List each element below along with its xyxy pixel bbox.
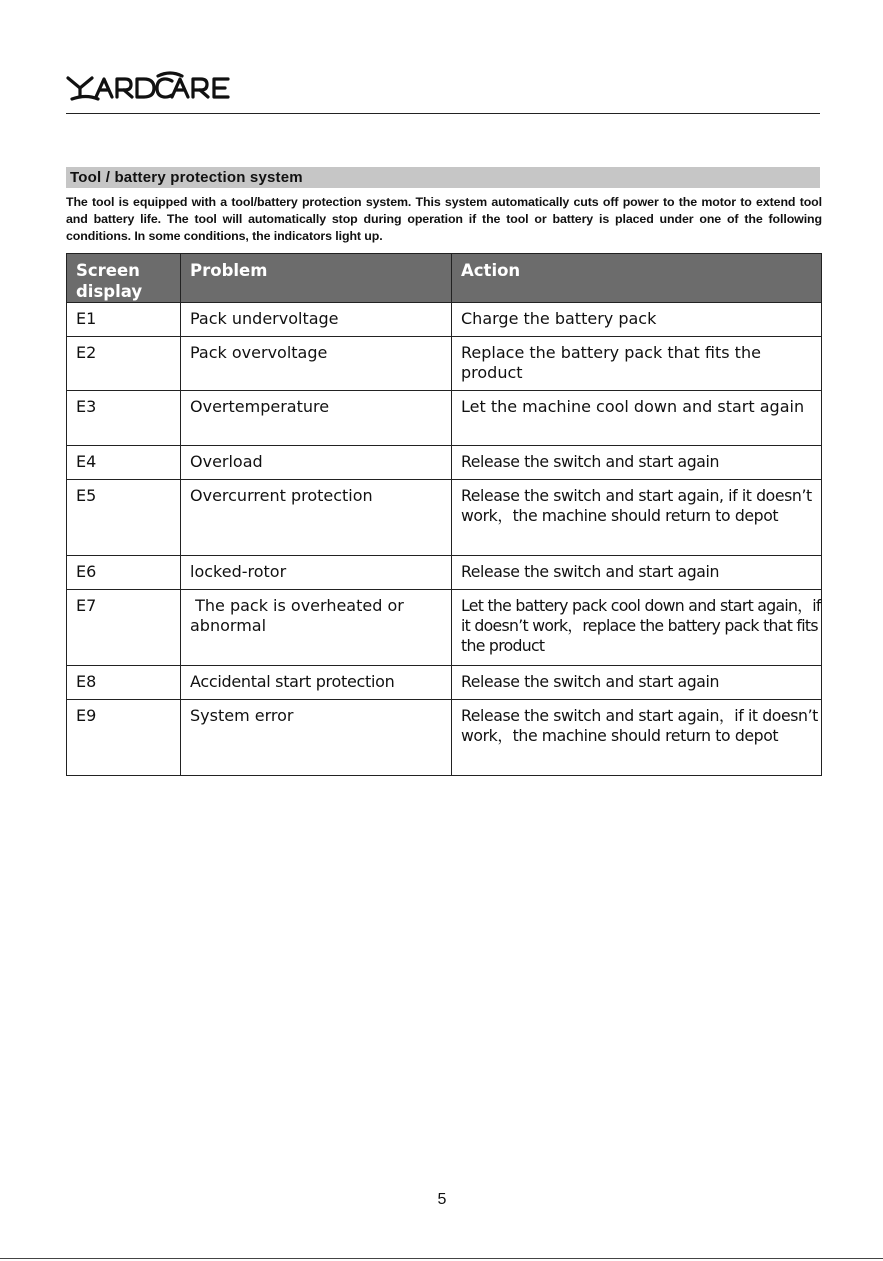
- table-header-row: [67, 254, 822, 303]
- cell-action: Let the battery pack cool down and start again，if it doesn’t work，replace the battery pack that fits the product: [452, 590, 822, 666]
- cell-problem: Overcurrent protection: [181, 480, 452, 556]
- cell-problem: locked-rotor: [181, 556, 452, 590]
- cell-action: Replace the battery pack that fits the product: [452, 337, 822, 391]
- header-action: Action: [452, 254, 822, 303]
- cell-code: E7: [67, 590, 181, 666]
- table-row: [67, 480, 822, 556]
- cell-code: E8: [67, 666, 181, 700]
- intro-paragraph: The tool is equipped with a tool/battery protection system. This system automatically cuts off power to the motor to extend tool and battery life. The tool will automatically stop during operation if the tool or battery is placed under one of the following conditions. In some conditions, the indicators light up.: [66, 195, 822, 243]
- table-row: [67, 303, 822, 337]
- cell-problem: Accidental start protection: [181, 666, 452, 700]
- page-number: 5: [437, 1191, 447, 1208]
- cell-problem: The pack is overheated or abnormal: [181, 590, 452, 666]
- cell-problem: Overload: [181, 446, 452, 480]
- footer-divider: [0, 1258, 883, 1259]
- cell-problem: Pack undervoltage: [181, 303, 452, 337]
- table-row: [67, 391, 822, 446]
- yardcare-logo-graphic: [66, 70, 236, 102]
- error-code-table: [66, 253, 822, 776]
- table-row: [67, 590, 822, 666]
- cell-code: E1: [67, 303, 181, 337]
- table-row: [67, 556, 822, 590]
- cell-action: Charge the battery pack: [452, 303, 822, 337]
- brand-logo: [66, 70, 236, 102]
- cell-code: E2: [67, 337, 181, 391]
- cell-action: Release the switch and start again，if it doesn’t work，the machine should return to depot: [452, 700, 822, 776]
- cell-code: E6: [67, 556, 181, 590]
- table-row: [67, 446, 822, 480]
- cell-problem: Overtemperature: [181, 391, 452, 446]
- cell-problem: Pack overvoltage: [181, 337, 452, 391]
- cell-code: E5: [67, 480, 181, 556]
- cell-action: Let the machine cool down and start again: [452, 391, 822, 446]
- cell-action: Release the switch and start again, if it doesn’t work，the machine should return to depot: [452, 480, 822, 556]
- cell-code: E9: [67, 700, 181, 776]
- cell-action: Release the switch and start again: [452, 446, 822, 480]
- section-heading: Tool / battery protection system: [66, 167, 820, 188]
- header-problem: Problem: [181, 254, 452, 303]
- cell-code: E3: [67, 391, 181, 446]
- cell-action: Release the switch and start again: [452, 666, 822, 700]
- cell-action: Release the switch and start again: [452, 556, 822, 590]
- table-row: [67, 666, 822, 700]
- table-row: [67, 700, 822, 776]
- header-screen-display: Screen display: [67, 254, 181, 303]
- cell-code: E4: [67, 446, 181, 480]
- cell-problem: System error: [181, 700, 452, 776]
- table-row: [67, 337, 822, 391]
- header-divider: [66, 113, 820, 114]
